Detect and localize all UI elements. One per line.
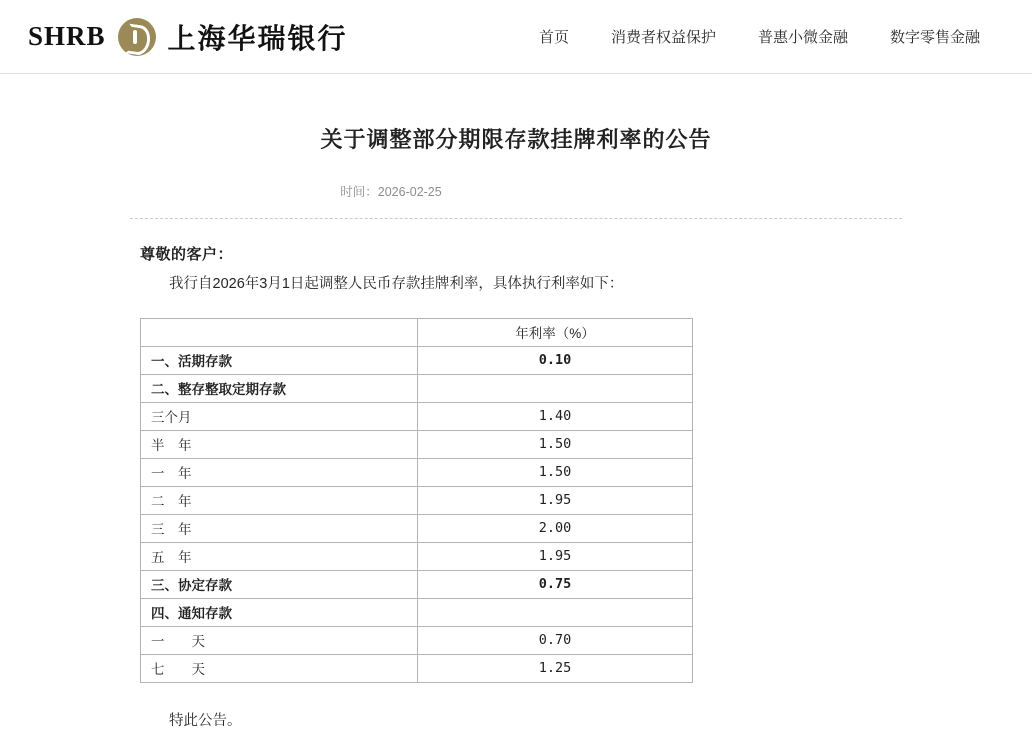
coin-circle-logo-icon [118, 18, 156, 56]
row-label: 一 年 [141, 458, 418, 486]
row-value: 1.95 [418, 542, 693, 570]
row-label: 一、活期存款 [141, 346, 418, 374]
brand-logo-group[interactable] [28, 17, 348, 57]
nav-item-inclusive-finance[interactable]: 普惠小微金融 [757, 29, 848, 46]
row-value: 1.95 [418, 486, 693, 514]
title-divider [130, 218, 902, 219]
brand-name-text: 上海华瑞银行 [167, 23, 348, 55]
table-row [141, 458, 693, 486]
row-label: 五 年 [141, 542, 418, 570]
row-value: 0.75 [418, 570, 693, 598]
main-nav [539, 26, 1004, 47]
table-row [141, 374, 693, 402]
table-header-blank-cell [141, 318, 418, 346]
publish-time: 时间：2026-02-25 [340, 184, 442, 199]
row-value: 0.70 [418, 626, 693, 654]
row-value: 1.25 [418, 654, 693, 682]
closing-statement: 特此公告。 [169, 712, 242, 729]
brand-mark-text: SHRB [28, 21, 106, 51]
nav-item-home[interactable]: 首页 [538, 29, 569, 46]
salutation: 尊敬的客户： [140, 245, 234, 263]
table-row [141, 402, 693, 430]
row-label: 三个月 [141, 402, 418, 430]
row-label: 半 年 [141, 430, 418, 458]
row-value: 0.10 [418, 346, 693, 374]
table-row [141, 570, 693, 598]
row-label: 二、整存整取定期存款 [141, 374, 418, 402]
table-row [141, 626, 693, 654]
row-label: 七 天 [141, 654, 418, 682]
table-header-row [141, 318, 693, 346]
deposit-rate-table [140, 318, 693, 683]
table-row [141, 542, 693, 570]
row-label: 一 天 [141, 626, 418, 654]
row-label: 二 年 [141, 486, 418, 514]
table-row [141, 430, 693, 458]
row-value: 1.50 [418, 458, 693, 486]
nav-item-digital-retail-finance[interactable]: 数字零售金融 [889, 29, 980, 46]
table-body [141, 318, 693, 682]
table-row [141, 346, 693, 374]
table-row [141, 654, 693, 682]
table-row [141, 598, 693, 626]
nav-item-consumer-rights[interactable]: 消费者权益保护 [610, 29, 716, 46]
page-title: 关于调整部分期限存款挂牌利率的公告 [320, 126, 712, 152]
row-label: 三、协定存款 [141, 570, 418, 598]
row-value [418, 598, 693, 626]
row-label: 三 年 [141, 514, 418, 542]
table-row [141, 486, 693, 514]
row-value: 1.40 [418, 402, 693, 430]
site-header [0, 0, 1032, 74]
row-label: 四、通知存款 [141, 598, 418, 626]
row-value [418, 374, 693, 402]
article-body [0, 243, 1032, 730]
row-value: 1.50 [418, 430, 693, 458]
row-value: 2.00 [418, 514, 693, 542]
table-row [141, 514, 693, 542]
intro-paragraph: 我行自2026年3月1日起调整人民币存款挂牌利率，具体执行利率如下： [169, 275, 624, 292]
table-header-rate-cell: 年利率（%） [418, 318, 693, 346]
announcement-article [0, 74, 1032, 730]
